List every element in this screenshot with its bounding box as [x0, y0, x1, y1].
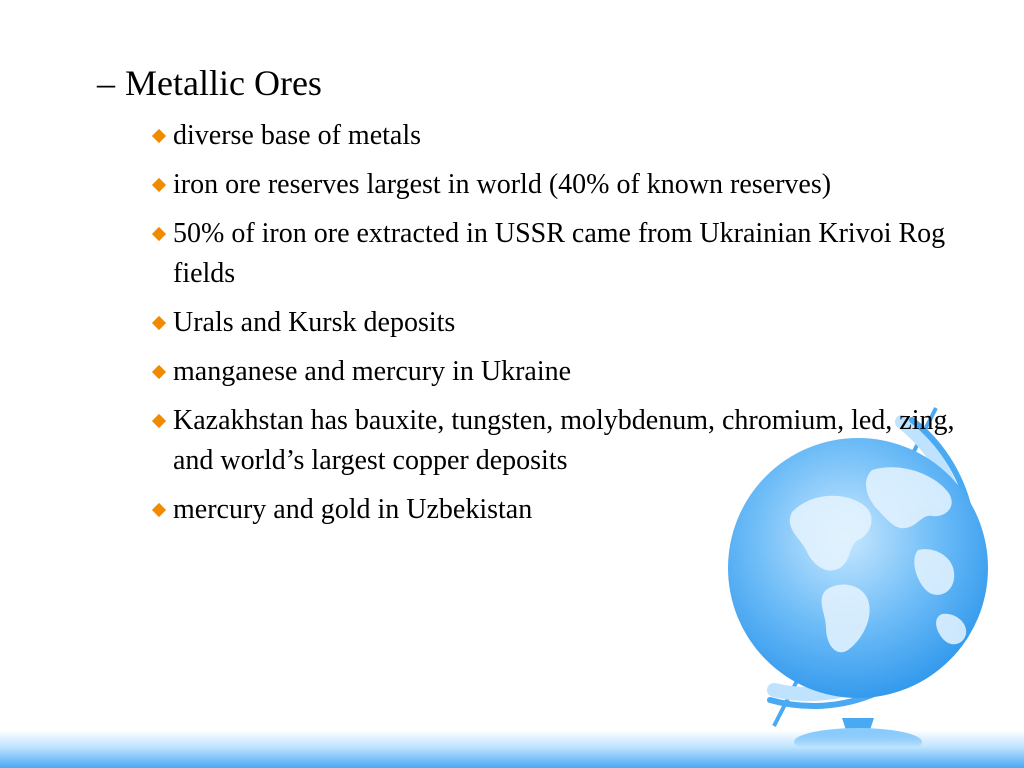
diamond-bullet-icon	[152, 129, 166, 143]
bullet-text: manganese and mercury in Ukraine	[173, 356, 572, 387]
footer-gradient-bar	[0, 730, 1024, 768]
bullet-item	[150, 165, 980, 205]
bullet-item	[150, 303, 980, 343]
diamond-bullet-icon	[152, 227, 166, 241]
bullet-text: Urals and Kursk deposits	[173, 307, 456, 338]
bullet-item	[150, 116, 980, 156]
bullet-item	[150, 352, 980, 392]
bullet-text: Kazakhstan has bauxite, tungsten, molybdenum, chromium, led, zing, and world’s largest copper deposits	[173, 405, 955, 476]
diamond-bullet-icon	[152, 316, 166, 330]
diamond-bullet-icon	[152, 503, 166, 517]
heading-text: Metallic Ores	[125, 63, 322, 103]
bullet-item	[150, 401, 980, 481]
slide-heading	[97, 62, 322, 104]
bullet-item	[150, 490, 980, 530]
bullet-text: 50% of iron ore extracted in USSR came from Ukrainian Krivoi Rog fields	[173, 218, 946, 289]
diamond-bullet-icon	[152, 414, 166, 428]
bullet-item	[150, 214, 980, 294]
diamond-bullet-icon	[152, 365, 166, 379]
diamond-bullet-icon	[152, 178, 166, 192]
bullet-text: diverse base of metals	[173, 120, 422, 151]
bullet-list	[150, 116, 980, 530]
bullet-text: iron ore reserves largest in world (40% of known reserves)	[173, 169, 832, 200]
heading-dash: –	[97, 63, 115, 103]
bullet-text: mercury and gold in Uzbekistan	[173, 494, 533, 525]
